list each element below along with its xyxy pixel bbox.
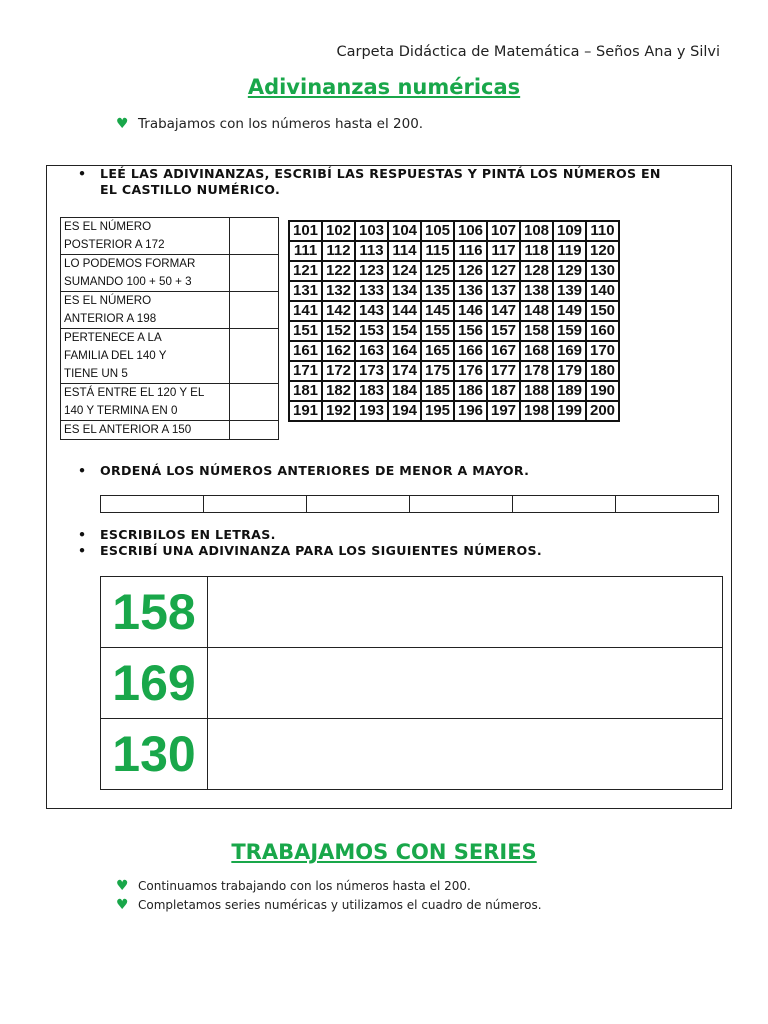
order-answer-box[interactable] xyxy=(513,496,616,513)
grid-number-cell[interactable]: 127 xyxy=(487,261,520,281)
riddle-number-row xyxy=(101,577,723,648)
number-castle-grid xyxy=(288,220,620,422)
grid-number-cell[interactable]: 191 xyxy=(289,401,322,421)
grid-number-cell[interactable]: 187 xyxy=(487,381,520,401)
grid-number-cell[interactable]: 141 xyxy=(289,301,322,321)
grid-row xyxy=(289,361,619,381)
order-answer-box[interactable] xyxy=(204,496,307,513)
grid-number-cell[interactable]: 179 xyxy=(553,361,586,381)
riddle-row xyxy=(61,329,279,384)
riddle-line: LO PODEMOS FORMAR xyxy=(64,257,196,270)
target-number: 130 xyxy=(101,719,208,790)
riddle-line: ESTÁ ENTRE EL 120 Y EL xyxy=(64,386,205,399)
grid-number-cell[interactable]: 112 xyxy=(322,241,355,261)
riddle-row xyxy=(61,384,279,421)
grid-number-cell[interactable]: 171 xyxy=(289,361,322,381)
grid-number-cell[interactable]: 107 xyxy=(487,221,520,241)
grid-number-cell[interactable]: 118 xyxy=(520,241,553,261)
series-title: TRABAJAMOS CON SERIES xyxy=(231,840,537,864)
instruction-1-line-2: EL CASTILLO NUMÉRICO. xyxy=(100,182,281,197)
grid-number-cell[interactable]: 175 xyxy=(421,361,454,381)
grid-row xyxy=(289,281,619,301)
instruction-3 xyxy=(78,527,276,543)
riddle-writing-area[interactable] xyxy=(208,648,723,719)
grid-number-cell[interactable]: 199 xyxy=(553,401,586,421)
series-bullet-2-text: Completamos series numéricas y utilizamos el cuadro de números. xyxy=(138,898,542,912)
grid-number-cell[interactable]: 121 xyxy=(289,261,322,281)
grid-number-cell[interactable]: 132 xyxy=(322,281,355,301)
target-number: 169 xyxy=(101,648,208,719)
riddle-writing-area[interactable] xyxy=(208,577,723,648)
grid-number-cell[interactable]: 161 xyxy=(289,341,322,361)
intro-bullet xyxy=(116,116,423,132)
grid-number-cell[interactable]: 178 xyxy=(520,361,553,381)
grid-row xyxy=(289,381,619,401)
grid-number-cell[interactable]: 197 xyxy=(487,401,520,421)
grid-number-cell[interactable]: 144 xyxy=(388,301,421,321)
grid-row xyxy=(289,401,619,421)
document-header: Carpeta Didáctica de Matemática – Seños Ana y Silvi xyxy=(336,44,720,60)
order-answer-box[interactable] xyxy=(616,496,719,513)
riddle-line: TIENE UN 5 xyxy=(64,367,128,380)
grid-number-cell[interactable]: 116 xyxy=(454,241,487,261)
grid-number-cell[interactable]: 136 xyxy=(454,281,487,301)
grid-number-cell[interactable]: 167 xyxy=(487,341,520,361)
riddle-line: 140 Y TERMINA EN 0 xyxy=(64,404,178,417)
grid-row xyxy=(289,301,619,321)
grid-number-cell[interactable]: 160 xyxy=(586,321,619,341)
grid-number-cell[interactable]: 159 xyxy=(553,321,586,341)
grid-number-cell[interactable]: 194 xyxy=(388,401,421,421)
bullet-dot-icon: • xyxy=(78,543,87,558)
target-number: 158 xyxy=(101,577,208,648)
riddle-line: ANTERIOR A 198 xyxy=(64,312,157,325)
instruction-3-text: ESCRIBILOS EN LETRAS. xyxy=(100,527,276,542)
riddle-answer-cell[interactable] xyxy=(230,384,279,421)
grid-number-cell[interactable]: 117 xyxy=(487,241,520,261)
riddle-text xyxy=(61,421,230,440)
grid-number-cell[interactable]: 125 xyxy=(421,261,454,281)
bullet-dot-icon: • xyxy=(78,166,87,181)
grid-number-cell[interactable]: 106 xyxy=(454,221,487,241)
grid-row xyxy=(289,341,619,361)
grid-number-cell[interactable]: 193 xyxy=(355,401,388,421)
grid-number-cell[interactable]: 111 xyxy=(289,241,322,261)
grid-number-cell[interactable]: 163 xyxy=(355,341,388,361)
grid-number-cell[interactable]: 119 xyxy=(553,241,586,261)
grid-number-cell[interactable]: 146 xyxy=(454,301,487,321)
grid-number-cell[interactable]: 181 xyxy=(289,381,322,401)
grid-number-cell[interactable]: 164 xyxy=(388,341,421,361)
grid-number-cell[interactable]: 198 xyxy=(520,401,553,421)
instruction-1 xyxy=(78,166,661,198)
riddle-line: ES EL ANTERIOR A 150 xyxy=(64,423,192,436)
riddle-row xyxy=(61,421,279,440)
riddle-answer-cell[interactable] xyxy=(230,255,279,292)
riddle-answer-cell[interactable] xyxy=(230,421,279,440)
grid-number-cell[interactable]: 115 xyxy=(421,241,454,261)
grid-number-cell[interactable]: 123 xyxy=(355,261,388,281)
riddle-row xyxy=(61,218,279,255)
grid-number-cell[interactable]: 177 xyxy=(487,361,520,381)
grid-number-cell[interactable]: 149 xyxy=(553,301,586,321)
riddle-answer-cell[interactable] xyxy=(230,329,279,384)
series-bullet-1-text: Continuamos trabajando con los números hasta el 200. xyxy=(138,879,471,893)
bullet-dot-icon: • xyxy=(78,527,87,542)
riddle-text xyxy=(61,292,230,329)
grid-number-cell[interactable]: 142 xyxy=(322,301,355,321)
grid-number-cell[interactable]: 172 xyxy=(322,361,355,381)
grid-number-cell[interactable]: 140 xyxy=(586,281,619,301)
riddle-row xyxy=(61,292,279,329)
order-answer-box[interactable] xyxy=(307,496,410,513)
grid-number-cell[interactable]: 173 xyxy=(355,361,388,381)
grid-number-cell[interactable]: 195 xyxy=(421,401,454,421)
grid-number-cell[interactable]: 186 xyxy=(454,381,487,401)
heart-icon: ♥ xyxy=(116,116,129,132)
grid-number-cell[interactable]: 184 xyxy=(388,381,421,401)
grid-number-cell[interactable]: 150 xyxy=(586,301,619,321)
grid-number-cell[interactable]: 155 xyxy=(421,321,454,341)
grid-number-cell[interactable]: 188 xyxy=(520,381,553,401)
grid-number-cell[interactable]: 200 xyxy=(586,401,619,421)
instruction-2-text: ORDENÁ LOS NÚMEROS ANTERIORES DE MENOR A MAYOR. xyxy=(100,463,530,478)
grid-number-cell[interactable]: 185 xyxy=(421,381,454,401)
grid-number-cell[interactable]: 135 xyxy=(421,281,454,301)
grid-row xyxy=(289,241,619,261)
grid-number-cell[interactable]: 192 xyxy=(322,401,355,421)
riddle-answer-cell[interactable] xyxy=(230,292,279,329)
heart-icon: ♥ xyxy=(116,897,129,913)
grid-number-cell[interactable]: 105 xyxy=(421,221,454,241)
grid-number-cell[interactable]: 196 xyxy=(454,401,487,421)
grid-number-cell[interactable]: 143 xyxy=(355,301,388,321)
grid-number-cell[interactable]: 104 xyxy=(388,221,421,241)
riddle-line: ES EL NÚMERO xyxy=(64,294,152,307)
grid-number-cell[interactable]: 169 xyxy=(553,341,586,361)
series-bullet-1 xyxy=(116,878,471,894)
grid-number-cell[interactable]: 138 xyxy=(520,281,553,301)
riddle-text xyxy=(61,329,230,384)
order-boxes xyxy=(100,495,719,513)
riddle-row xyxy=(61,255,279,292)
riddle-number-row xyxy=(101,648,723,719)
bullet-dot-icon: • xyxy=(78,463,87,478)
riddle-line: POSTERIOR A 172 xyxy=(64,238,165,251)
instruction-4 xyxy=(78,543,542,559)
grid-number-cell[interactable]: 148 xyxy=(520,301,553,321)
grid-number-cell[interactable]: 102 xyxy=(322,221,355,241)
riddle-number-row xyxy=(101,719,723,790)
grid-number-cell[interactable]: 128 xyxy=(520,261,553,281)
page-title: Adivinanzas numéricas xyxy=(247,75,521,99)
grid-number-cell[interactable]: 152 xyxy=(322,321,355,341)
grid-number-cell[interactable]: 122 xyxy=(322,261,355,281)
grid-number-cell[interactable]: 129 xyxy=(553,261,586,281)
heart-icon: ♥ xyxy=(116,878,129,894)
grid-number-cell[interactable]: 114 xyxy=(388,241,421,261)
instruction-1-line-1: LEÉ LAS ADIVINANZAS, ESCRIBÍ LAS RESPUESTAS Y PINTÁ LOS NÚMEROS EN xyxy=(100,166,661,181)
intro-text: Trabajamos con los números hasta el 200. xyxy=(138,116,424,132)
riddle-line: ES EL NÚMERO xyxy=(64,220,152,233)
order-answer-box[interactable] xyxy=(410,496,513,513)
grid-number-cell[interactable]: 151 xyxy=(289,321,322,341)
grid-number-cell[interactable]: 103 xyxy=(355,221,388,241)
riddle-text xyxy=(61,255,230,292)
grid-number-cell[interactable]: 170 xyxy=(586,341,619,361)
grid-number-cell[interactable]: 126 xyxy=(454,261,487,281)
grid-number-cell[interactable]: 183 xyxy=(355,381,388,401)
grid-number-cell[interactable]: 154 xyxy=(388,321,421,341)
grid-row xyxy=(289,221,619,241)
riddle-line: FAMILIA DEL 140 Y xyxy=(64,349,167,362)
grid-number-cell[interactable]: 131 xyxy=(289,281,322,301)
grid-number-cell[interactable]: 174 xyxy=(388,361,421,381)
grid-number-cell[interactable]: 109 xyxy=(553,221,586,241)
instruction-2 xyxy=(78,463,530,479)
riddle-writing-area[interactable] xyxy=(208,719,723,790)
grid-number-cell[interactable]: 134 xyxy=(388,281,421,301)
grid-row xyxy=(289,261,619,281)
grid-number-cell[interactable]: 157 xyxy=(487,321,520,341)
riddle-answer-cell[interactable] xyxy=(230,218,279,255)
riddle-text xyxy=(61,384,230,421)
grid-number-cell[interactable]: 139 xyxy=(553,281,586,301)
grid-number-cell[interactable]: 133 xyxy=(355,281,388,301)
grid-number-cell[interactable]: 101 xyxy=(289,221,322,241)
grid-number-cell[interactable]: 189 xyxy=(553,381,586,401)
riddle-line: PERTENECE A LA xyxy=(64,331,162,344)
grid-number-cell[interactable]: 153 xyxy=(355,321,388,341)
grid-number-cell[interactable]: 165 xyxy=(421,341,454,361)
grid-number-cell[interactable]: 124 xyxy=(388,261,421,281)
grid-number-cell[interactable]: 158 xyxy=(520,321,553,341)
grid-number-cell[interactable]: 137 xyxy=(487,281,520,301)
grid-row xyxy=(289,321,619,341)
grid-number-cell[interactable]: 113 xyxy=(355,241,388,261)
grid-number-cell[interactable]: 145 xyxy=(421,301,454,321)
riddle-text xyxy=(61,218,230,255)
riddles-table xyxy=(60,217,279,440)
grid-number-cell[interactable]: 108 xyxy=(520,221,553,241)
grid-number-cell[interactable]: 156 xyxy=(454,321,487,341)
grid-number-cell[interactable]: 130 xyxy=(586,261,619,281)
grid-number-cell[interactable]: 190 xyxy=(586,381,619,401)
grid-number-cell[interactable]: 168 xyxy=(520,341,553,361)
order-answer-box[interactable] xyxy=(101,496,204,513)
series-bullet-2 xyxy=(116,897,542,913)
grid-number-cell[interactable]: 120 xyxy=(586,241,619,261)
grid-number-cell[interactable]: 176 xyxy=(454,361,487,381)
riddle-numbers-table xyxy=(100,576,723,790)
grid-number-cell[interactable]: 180 xyxy=(586,361,619,381)
grid-number-cell[interactable]: 110 xyxy=(586,221,619,241)
grid-number-cell[interactable]: 182 xyxy=(322,381,355,401)
grid-number-cell[interactable]: 147 xyxy=(487,301,520,321)
grid-number-cell[interactable]: 162 xyxy=(322,341,355,361)
instruction-4-text: ESCRIBÍ UNA ADIVINANZA PARA LOS SIGUIENTES NÚMEROS. xyxy=(100,543,542,558)
riddle-line: SUMANDO 100 + 50 + 3 xyxy=(64,275,192,288)
grid-number-cell[interactable]: 166 xyxy=(454,341,487,361)
